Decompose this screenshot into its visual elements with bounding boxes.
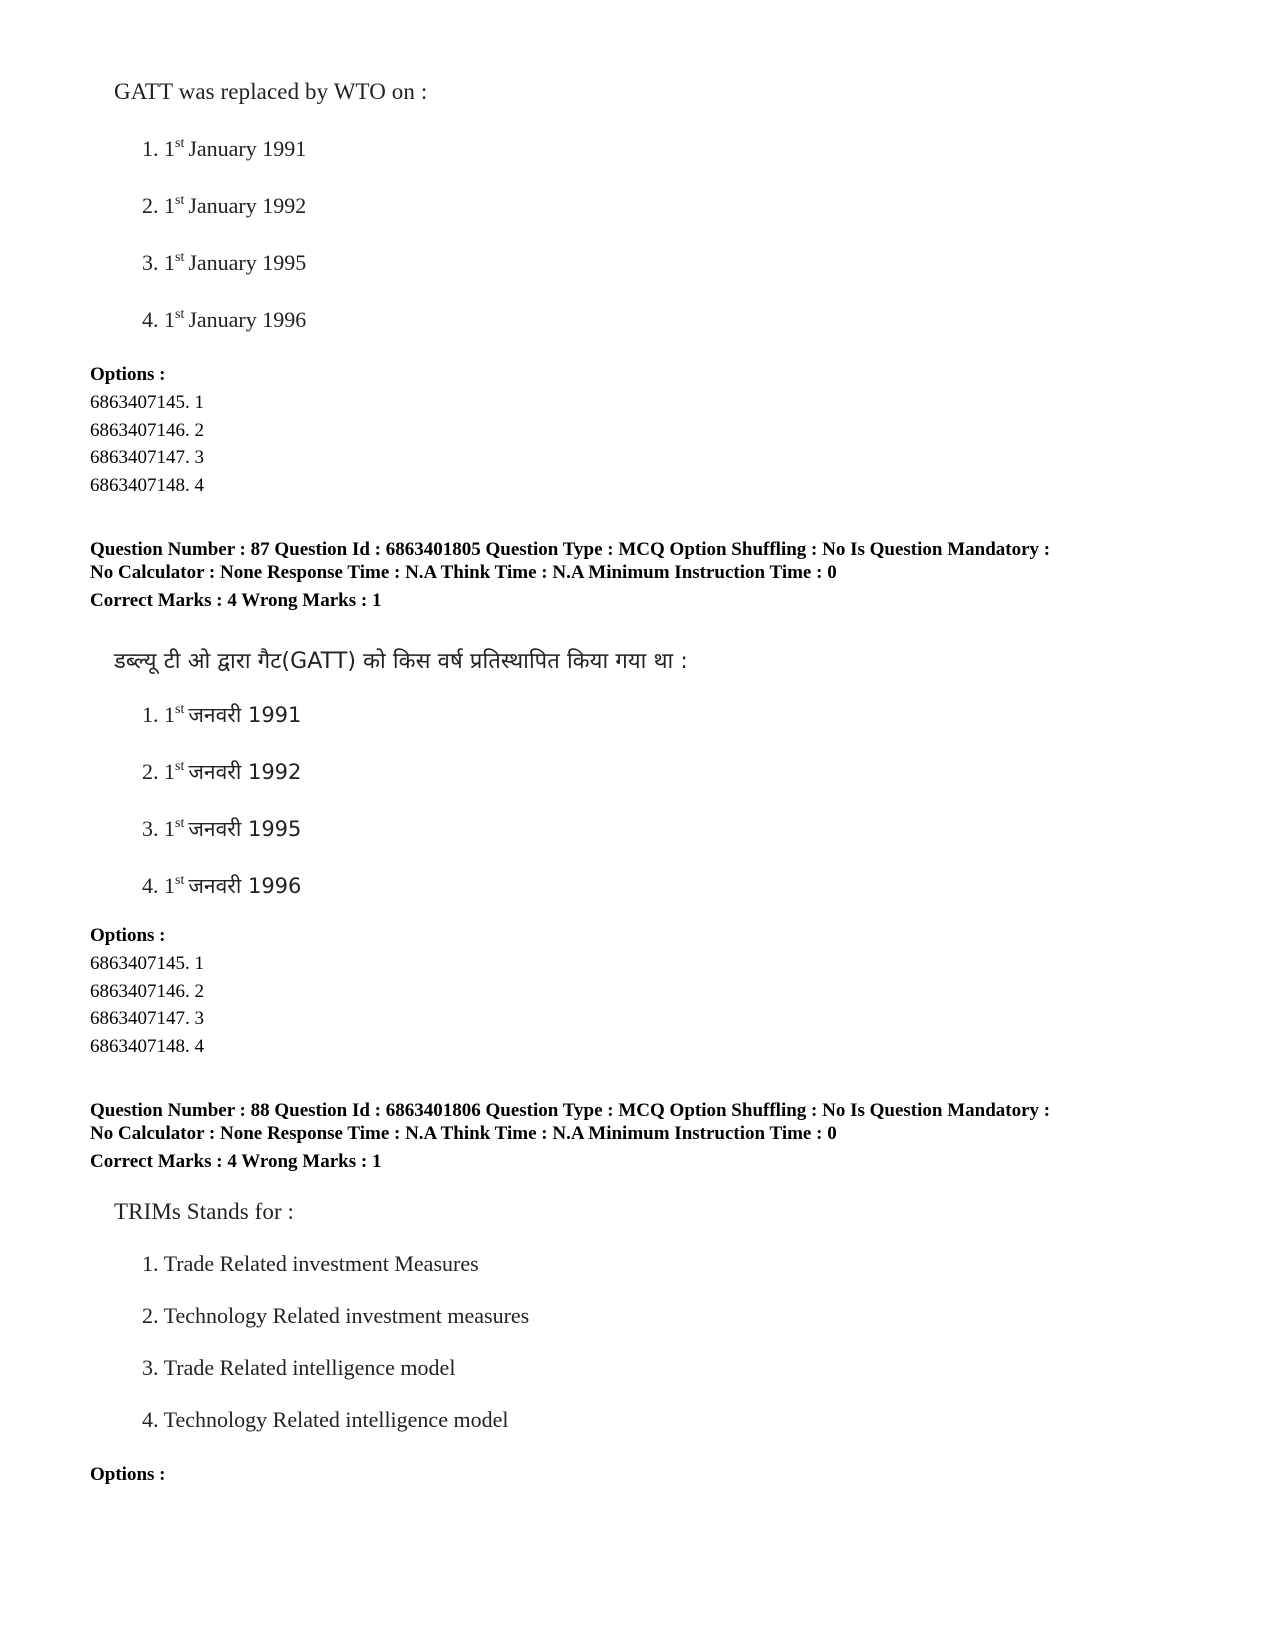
answer-choice: 2. Technology Related investment measures xyxy=(142,1303,530,1328)
question-stem: TRIMs Stands for : xyxy=(114,1199,295,1224)
choice-text: जनवरी 1995 xyxy=(188,817,302,841)
question-meta: Question Number : 87 Question Id : 6863401805 Question Type : MCQ Option Shuffling : No Is Question Mandatory : xyxy=(90,539,1051,560)
choice-superscript: st xyxy=(175,136,185,151)
choice-text: जनवरी 1992 xyxy=(188,760,302,784)
choice-superscript: st xyxy=(175,816,185,831)
question-stem: GATT was replaced by WTO on : xyxy=(114,79,428,104)
answer-choice xyxy=(142,136,306,162)
choice-superscript: st xyxy=(175,873,185,888)
choice-text: जनवरी 1991 xyxy=(188,703,302,727)
choice-superscript: st xyxy=(175,759,185,774)
options-label: Options : xyxy=(90,364,166,385)
choice-superscript: st xyxy=(175,193,185,208)
answer-choice: 4. Technology Related intelligence model xyxy=(142,1407,509,1432)
choice-number: 3. 1 xyxy=(142,250,175,275)
choice-text: जनवरी 1996 xyxy=(188,874,302,898)
option-id: 6863407147. 3 xyxy=(90,1008,204,1029)
choice-number: 4. 1 xyxy=(142,307,175,332)
option-id: 6863407145. 1 xyxy=(90,953,204,974)
option-id: 6863407145. 1 xyxy=(90,392,204,413)
answer-choice xyxy=(142,307,306,333)
choice-superscript: st xyxy=(175,702,185,717)
choice-number: 1. 1 xyxy=(142,702,175,727)
question-meta: No Calculator : None Response Time : N.A Think Time : N.A Minimum Instruction Time : 0 xyxy=(90,1123,837,1144)
option-id: 6863407146. 2 xyxy=(90,981,204,1002)
question-meta: Question Number : 88 Question Id : 6863401806 Question Type : MCQ Option Shuffling : No Is Question Mandatory : xyxy=(90,1100,1051,1121)
choice-text: January 1995 xyxy=(188,250,307,275)
choice-superscript: st xyxy=(175,250,185,265)
answer-choice xyxy=(142,815,301,843)
choice-number: 1. 1 xyxy=(142,136,175,161)
answer-choice xyxy=(142,193,306,219)
answer-choice xyxy=(142,758,301,786)
answer-choice xyxy=(142,701,301,729)
choice-number: 3. 1 xyxy=(142,816,175,841)
choice-superscript: st xyxy=(175,307,185,322)
option-id: 6863407148. 4 xyxy=(90,475,204,496)
option-id: 6863407147. 3 xyxy=(90,447,204,468)
marks-info: Correct Marks : 4 Wrong Marks : 1 xyxy=(90,1151,382,1172)
question-stem: डब्ल्यू टी ओ द्वारा गैट(GATT) को किस वर्ष प्रतिस्थापित किया गया था : xyxy=(114,649,688,674)
question-meta: No Calculator : None Response Time : N.A Think Time : N.A Minimum Instruction Time : 0 xyxy=(90,562,837,583)
answer-choice: 1. Trade Related investment Measures xyxy=(142,1251,479,1276)
answer-choice: 3. Trade Related intelligence model xyxy=(142,1355,456,1380)
option-id: 6863407146. 2 xyxy=(90,420,204,441)
options-label: Options : xyxy=(90,925,166,946)
choice-text: January 1991 xyxy=(188,136,307,161)
choice-number: 2. 1 xyxy=(142,759,175,784)
choice-text: January 1996 xyxy=(188,307,307,332)
choice-number: 4. 1 xyxy=(142,873,175,898)
answer-choice xyxy=(142,872,301,900)
options-label: Options : xyxy=(90,1464,166,1485)
answer-choice xyxy=(142,250,306,276)
marks-info: Correct Marks : 4 Wrong Marks : 1 xyxy=(90,590,382,611)
choice-number: 2. 1 xyxy=(142,193,175,218)
option-id: 6863407148. 4 xyxy=(90,1036,204,1057)
choice-text: January 1992 xyxy=(188,193,307,218)
